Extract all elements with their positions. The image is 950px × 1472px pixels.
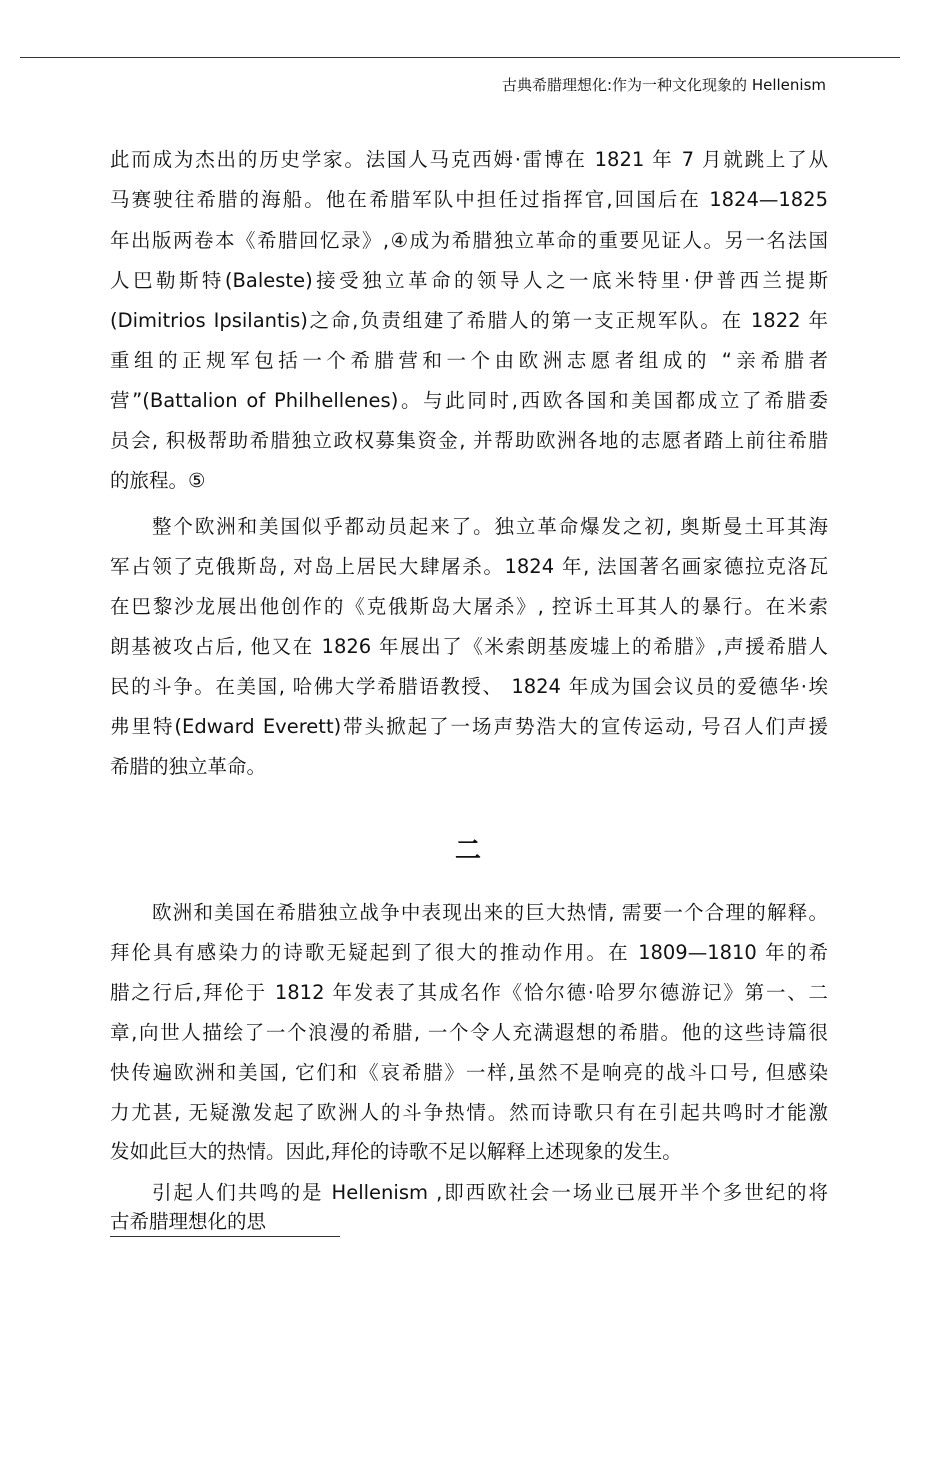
section-number: 二 <box>455 836 482 866</box>
text-line: 欧洲和美国在希腊独立战争中表现出来的巨大热情, 需要一个合理的解释。 <box>152 901 828 924</box>
text-line: 年出版两卷本《希腊回忆录》,④成为希腊独立革命的重要见证人。另一名法国 <box>110 229 828 252</box>
text-line: 军占领了克俄斯岛, 对岛上居民大肆屠杀。1824 年, 法国著名画家德拉克洛瓦 <box>110 555 828 578</box>
footnote-rule <box>110 1236 340 1237</box>
text-line: 章,向世人描绘了一个浪漫的希腊, 一个令人充满遐想的希腊。他的这些诗篇很 <box>110 1021 828 1044</box>
text-line: 员会, 积极帮助希腊独立政权募集资金, 并帮助欧洲各地的志愿者踏上前往希腊 <box>110 429 828 452</box>
text-line: 引起人们共鸣的是 Hellenism ,即西欧社会一场业已展开半个多世纪的将 <box>152 1181 828 1204</box>
text-line: 整个欧洲和美国似乎都动员起来了。独立革命爆发之初, 奥斯曼土耳其海 <box>152 515 828 538</box>
text-line: 拜伦具有感染力的诗歌无疑起到了很大的推动作用。在 1809—1810 年的希 <box>110 941 828 964</box>
text-line: 朗基被攻占后, 他又在 1826 年展出了《米索朗基废墟上的希腊》,声援希腊人 <box>110 635 828 658</box>
text-line: 此而成为杰出的历史学家。法国人马克西姆·雷博在 1821 年 7 月就跳上了从 <box>110 148 828 171</box>
text-line: 腊之行后,拜伦于 1812 年发表了其成名作《恰尔德·哈罗尔德游记》第一、二 <box>110 981 828 1004</box>
text-line: 力尤甚, 无疑激发起了欧洲人的斗争热情。然而诗歌只有在引起共鸣时才能激 <box>110 1101 828 1124</box>
text-line: 希腊的独立革命。 <box>110 755 267 778</box>
text-line: 弗里特(Edward Everett)带头掀起了一场声势浩大的宣传运动, 号召人们声援 <box>110 715 828 738</box>
text-line: 马赛驶往希腊的海船。他在希腊军队中担任过指挥官,回国后在 1824—1825 <box>110 188 828 211</box>
text-line: 人巴勒斯特(Baleste)接受独立革命的领导人之一底米特里·伊普西兰提斯 <box>110 269 828 292</box>
text-line: 民的斗争。在美国, 哈佛大学希腊语教授、 1824 年成为国会议员的爱德华·埃 <box>110 675 828 698</box>
text-line: 发如此巨大的热情。因此,拜伦的诗歌不足以解释上述现象的发生。 <box>110 1140 682 1163</box>
text-line: 营”(Battalion of Philhellenes)。与此同时,西欧各国和美国都成立了希腊委 <box>110 389 828 412</box>
text-line: (Dimitrios Ipsilantis)之命,负责组建了希腊人的第一支正规军队。在 1822 年 <box>110 309 828 332</box>
text-line: 重组的正规军包括一个希腊营和一个由欧洲志愿者组成的 “亲希腊者 <box>110 349 828 372</box>
text-line: 快传遍欧洲和美国, 它们和《哀希腊》一样,虽然不是响亮的战斗口号, 但感染 <box>110 1061 828 1084</box>
text-line: 的旅程。⑤ <box>110 469 206 492</box>
text-line: 在巴黎沙龙展出他创作的《克俄斯岛大屠杀》, 控诉土耳其人的暴行。在米索 <box>110 595 828 618</box>
header-rule <box>20 57 900 58</box>
text-line: 古希腊理想化的思 <box>110 1210 267 1233</box>
running-header: 古典希腊理想化:作为一种文化现象的 Hellenism <box>502 76 826 94</box>
